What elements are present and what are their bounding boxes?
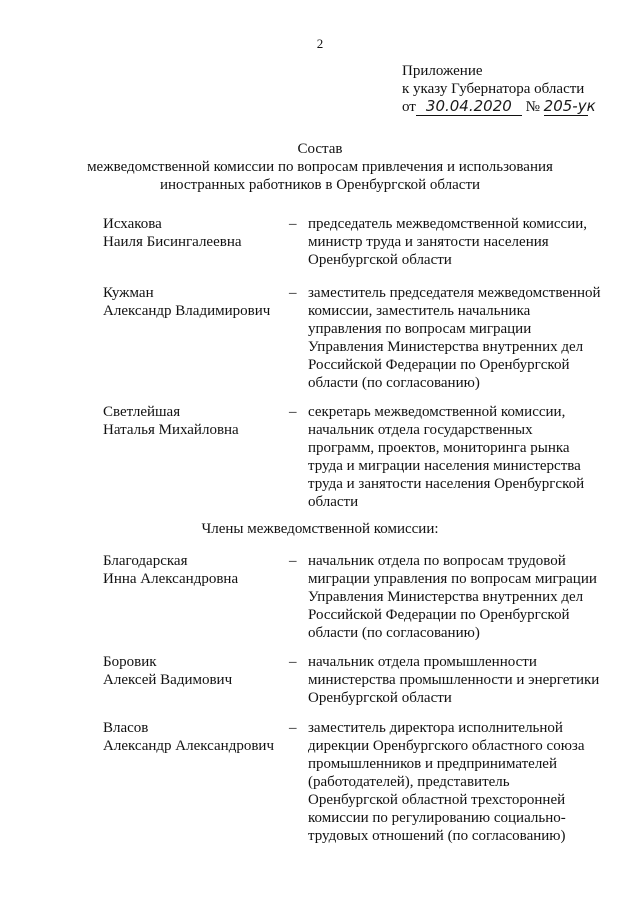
dash-separator: – [289,404,297,420]
role-line: труда и миграции населения министерства [308,458,581,474]
date-label: от [402,99,416,115]
role-line: Управления Министерства внутренних дел [308,339,584,355]
person-role [308,403,603,511]
page-number: 2 [316,36,324,51]
role-line: начальник отдела промышленности [308,654,537,670]
role-line: начальник отдела государственных [308,422,533,438]
role-line: Оренбургской области [308,252,452,268]
role-line: Российской Федерации по Оренбургской [308,607,570,623]
decree-number: 205-ук [543,97,596,115]
appendix-decree-ref: к указу Губернатора области [402,81,585,97]
role-line: Оренбургской областной трехсторонней [308,792,566,808]
person-role [308,552,603,642]
role-line: управления по вопросам миграции [308,321,532,337]
person-name [103,403,283,439]
person-given-name: Александр Владимирович [103,303,271,319]
title-line-1: Состав [297,141,343,157]
person-surname: Боровик [103,654,157,670]
role-line: председатель межведомственной комиссии, [308,216,587,232]
appendix-title: Приложение [402,63,483,79]
role-line: министерства промышленности и энергетики [308,672,600,688]
role-line: дирекции Оренбургского областного союза [308,738,585,754]
person-given-name: Александр Александрович [103,738,274,754]
person-given-name: Алексей Вадимович [103,672,233,688]
role-line: Управления Министерства внутренних дел [308,589,584,605]
person-role [308,653,603,707]
person-name [103,653,283,689]
role-line: Оренбургской области [308,690,452,706]
role-line: труда и занятости населения Оренбургской [308,476,585,492]
person-role [308,215,603,269]
title-line-3: иностранных работников в Оренбургской области [159,177,481,193]
person-surname: Кужман [103,285,154,301]
role-line: заместитель председателя межведомственной [308,285,601,301]
role-line: министр труда и занятости населения [308,234,549,250]
person-given-name: Наталья Михайловна [103,422,239,438]
role-line: трудовых отношений (по согласованию) [308,828,566,844]
person-given-name: Инна Александровна [103,571,239,587]
dash-separator: – [289,285,297,301]
person-name [103,719,283,755]
title-line-2: межведомственной комиссии по вопросам привлечения и использования [87,159,553,175]
dash-separator: – [289,654,297,670]
dash-separator: – [289,216,297,232]
number-label: № [525,99,540,115]
person-surname: Светлейшая [103,404,181,420]
person-name [103,284,283,320]
decree-date: 30.04.2020 [416,98,522,116]
person-name [103,215,283,251]
person-surname: Власов [103,720,149,736]
role-line: секретарь межведомственной комиссии, [308,404,566,420]
role-line: области (по согласованию) [308,625,480,641]
person-name [103,552,283,588]
person-role [308,284,603,392]
role-line: комиссии, заместитель начальника [308,303,531,319]
person-role [308,719,603,845]
role-line: области (по согласованию) [308,375,480,391]
role-line: (работодателей), представитель [308,774,510,790]
dash-separator: – [289,553,297,569]
role-line: миграции управления по вопросам миграции [308,571,597,587]
role-line: области [308,494,359,510]
role-line: начальник отдела по вопросам трудовой [308,553,566,569]
document-title [0,140,640,194]
role-line: программ, проектов, мониторинга рынка [308,440,570,456]
dash-separator: – [289,720,297,736]
members-heading: Члены межведомственной комиссии: [201,521,439,537]
appendix-header [402,62,596,116]
person-surname: Благодарская [103,553,188,569]
person-given-name: Наиля Бисингалеевна [103,234,242,250]
appendix-date-number-line [402,97,596,116]
person-surname: Исхакова [103,216,162,232]
role-line: промышленников и предпринимателей [308,756,557,772]
role-line: заместитель директора исполнительной [308,720,563,736]
role-line: комиссии по регулированию социально- [308,810,566,826]
role-line: Российской Федерации по Оренбургской [308,357,570,373]
